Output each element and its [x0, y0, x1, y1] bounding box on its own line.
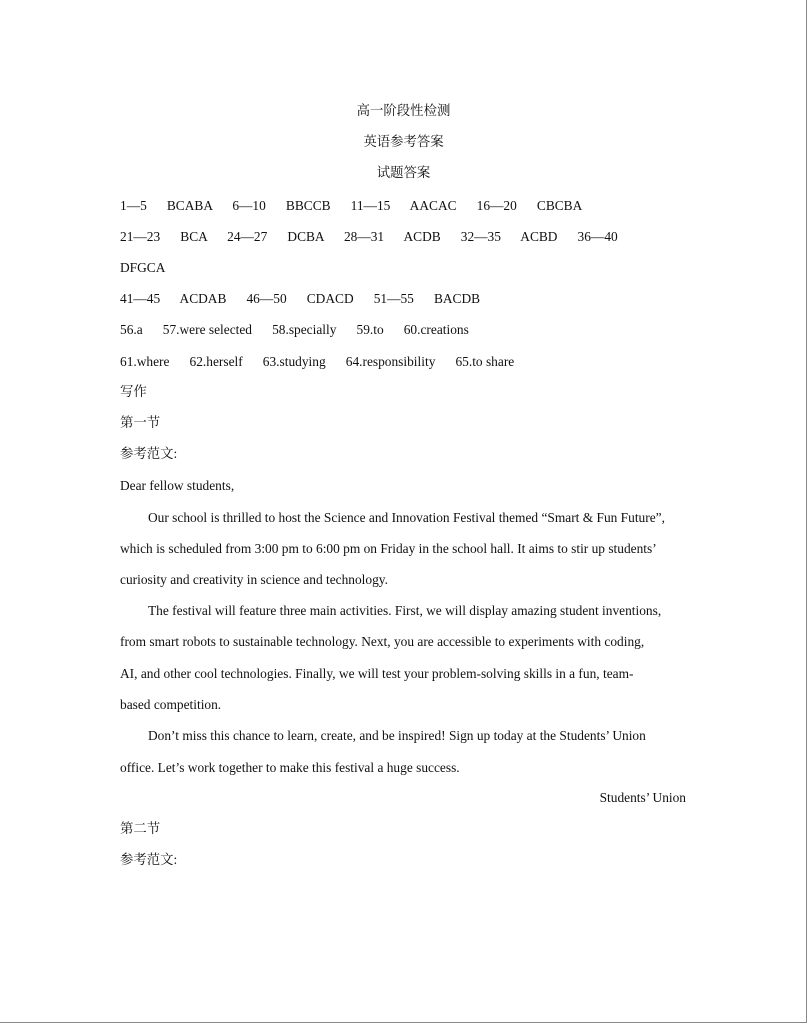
answer-row: 1—5 BCABA 6—10 BBCCB 11—15 AACAC 16—20 CBCBA	[120, 198, 583, 213]
answer-row: 61.where 62.herself 63.studying 64.responsibility 65.to share	[120, 354, 515, 369]
answer-row: 56.a 57.were selected 58.specially 59.to 60.creations	[120, 322, 469, 337]
letter-line: curiosity and creativity in science and technology.	[120, 572, 388, 587]
letter-salutation: Dear fellow students,	[120, 478, 235, 493]
letter-line: The festival will feature three main activities. First, we will display amazing student inventions,	[148, 603, 662, 618]
letter-signature: Students’ Union	[599, 790, 686, 805]
letter-line: Don’t miss this chance to learn, create, and be inspired! Sign up today at the Students’ Union	[148, 728, 646, 743]
part2-heading: 第二节	[120, 821, 161, 836]
letter-line: which is scheduled from 3:00 pm to 6:00 pm on Friday in the school hall. It aims to stir up students’	[120, 541, 657, 556]
part2-label: 参考范文:	[120, 852, 178, 867]
writing-heading: 写作	[120, 384, 147, 399]
letter-line: office. Let’s work together to make this festival a huge success.	[120, 760, 460, 775]
letter-line: AI, and other cool technologies. Finally, we will test your problem-solving skills in a fun, team-	[120, 666, 634, 681]
answer-row: 21—23 BCA 24—27 DCBA 28—31 ACDB 32—35 ACBD 36—40	[120, 229, 618, 244]
document-title: 高一阶段性检测	[356, 103, 451, 118]
letter-line: Our school is thrilled to host the Science and Innovation Festival themed “Smart & Fun Future”,	[148, 510, 665, 525]
part1-label: 参考范文:	[120, 446, 178, 461]
answer-row: DFGCA	[120, 260, 166, 275]
part1-heading: 第一节	[120, 415, 161, 430]
letter-line: based competition.	[120, 697, 222, 712]
answer-row: 41—45 ACDAB 46—50 CDACD 51—55 BACDB	[120, 291, 481, 306]
letter-line: from smart robots to sustainable technology. Next, you are accessible to experiments with coding,	[120, 634, 645, 649]
section-title: 试题答案	[376, 165, 431, 180]
document-subtitle: 英语参考答案	[363, 134, 444, 149]
